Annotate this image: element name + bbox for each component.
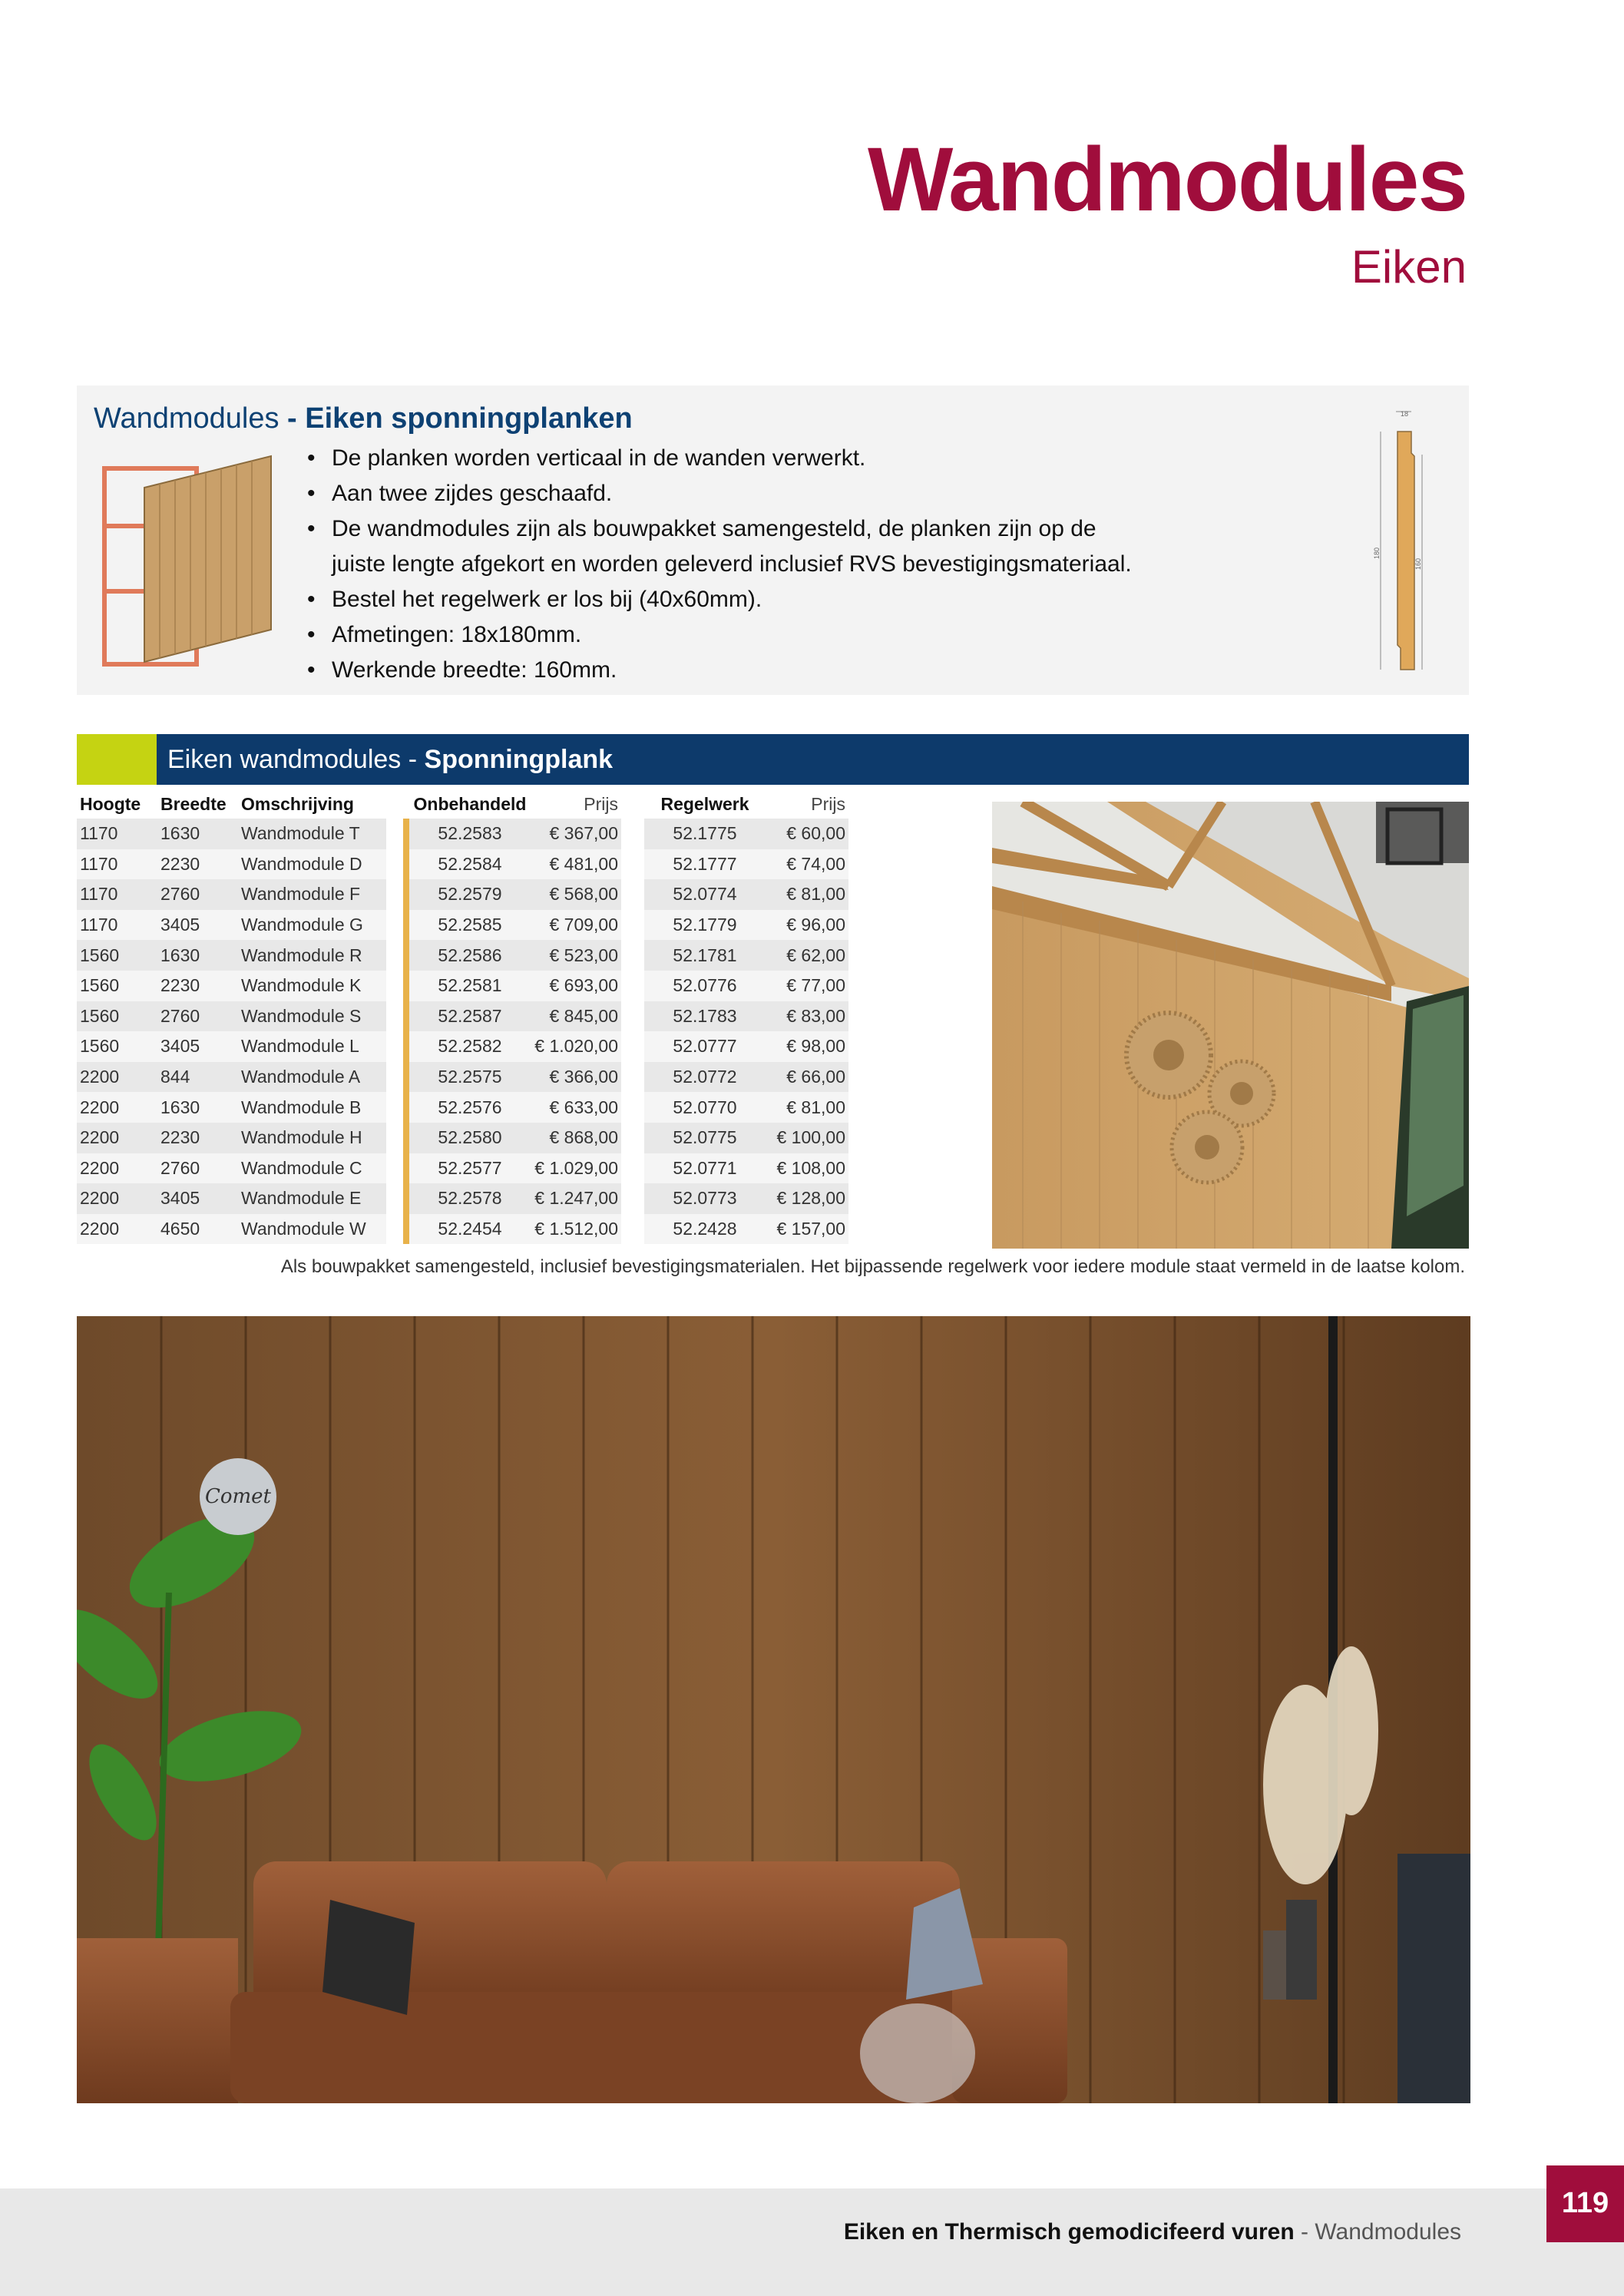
table-cell: 2230: [157, 849, 238, 880]
table-cell: € 481,00: [531, 849, 621, 880]
feature-list: [307, 441, 1138, 688]
table-cell: 2200: [77, 1183, 157, 1214]
info-box: [77, 385, 1469, 695]
table-cell: 52.0774: [644, 879, 766, 910]
col-header: Onbehandeld: [413, 793, 527, 814]
info-heading: [94, 402, 633, 435]
table-cell: € 83,00: [766, 1001, 848, 1032]
table-cell: 2200: [77, 1123, 157, 1153]
comet-sign-text: Comet: [204, 1485, 272, 1508]
table-cell: Wandmodule H: [238, 1123, 386, 1153]
table-cell: 52.0775: [644, 1123, 766, 1153]
table-cell: 52.2575: [409, 1062, 531, 1093]
table-cell: € 62,00: [766, 940, 848, 971]
table-cell: 1560: [77, 1001, 157, 1032]
col-header: Prijs: [811, 793, 845, 814]
table-cell: 52.2428: [644, 1214, 766, 1245]
table-cell: Wandmodule K: [238, 971, 386, 1001]
footer-bold: Eiken en Thermisch gemodicifeerd vuren: [843, 2219, 1295, 2245]
table-cell: 52.2579: [409, 879, 531, 910]
footer-light: - Wandmodules: [1294, 2219, 1461, 2245]
table-header-bar: [77, 734, 1469, 785]
list-item: • Werkende breedte: 160mm.: [307, 653, 1138, 688]
table-cell: 2200: [77, 1092, 157, 1123]
table-title-regular: Eiken wandmodules -: [167, 745, 425, 774]
table-cell: 52.1779: [644, 910, 766, 941]
interior-photo-small: [992, 802, 1469, 1249]
table-cell: Wandmodule W: [238, 1214, 386, 1245]
table-cell: 1560: [77, 971, 157, 1001]
table-cell: 52.1777: [644, 849, 766, 880]
table-row: [77, 1183, 848, 1214]
table-cell: € 66,00: [766, 1062, 848, 1093]
col-header: Regelwerk: [660, 793, 749, 814]
table-cell: 1170: [77, 849, 157, 880]
table-cell: € 1.020,00: [531, 1031, 621, 1062]
table-row: [77, 1062, 848, 1093]
list-item: • Bestel het regelwerk er los bij (40x60mm).: [307, 582, 1138, 617]
table-cell: 52.1775: [644, 819, 766, 849]
price-table: [77, 789, 848, 1244]
col-header: Breedte: [160, 793, 227, 814]
list-item: • De wandmodules zijn als bouwpakket samengesteld, de planken zijn op de juiste lengte afgekort en worden geleverd inclusief RVS bevestigingsmateriaal.: [307, 511, 1138, 582]
table-cell: € 523,00: [531, 940, 621, 971]
table-cell: 52.2583: [409, 819, 531, 849]
table-cell: 52.0772: [644, 1062, 766, 1093]
page-number: 119: [1561, 2187, 1609, 2219]
table-cell: € 74,00: [766, 849, 848, 880]
table-cell: € 845,00: [531, 1001, 621, 1032]
table-cell: 1560: [77, 1031, 157, 1062]
table-cell: 2230: [157, 1123, 238, 1153]
table-row: [77, 1153, 848, 1184]
table-cell: Wandmodule A: [238, 1062, 386, 1093]
profile-height-label: 180: [1373, 547, 1381, 559]
table-cell: Wandmodule S: [238, 1001, 386, 1032]
table-cell: € 81,00: [766, 1092, 848, 1123]
table-cell: 1170: [77, 879, 157, 910]
table-cell: 52.2580: [409, 1123, 531, 1153]
table-cell: € 709,00: [531, 910, 621, 941]
table-cell: € 568,00: [531, 879, 621, 910]
table-cell: Wandmodule E: [238, 1183, 386, 1214]
table-cell: € 77,00: [766, 971, 848, 1001]
table-cell: € 633,00: [531, 1092, 621, 1123]
table-cell: 3405: [157, 1183, 238, 1214]
table-cell: € 98,00: [766, 1031, 848, 1062]
table-row: [77, 910, 848, 941]
table-cell: Wandmodule L: [238, 1031, 386, 1062]
list-item: • Aan twee zijdes geschaafd.: [307, 476, 1138, 511]
list-item: • Afmetingen: 18x180mm.: [307, 617, 1138, 653]
table-cell: € 868,00: [531, 1123, 621, 1153]
table-cell: € 693,00: [531, 971, 621, 1001]
table-cell: Wandmodule B: [238, 1092, 386, 1123]
table-row: [77, 940, 848, 971]
table-cell: 52.2454: [409, 1214, 531, 1245]
info-heading-bold: - Eiken sponningplanken: [279, 402, 633, 435]
table-row: [77, 849, 848, 880]
table-cell: 52.2582: [409, 1031, 531, 1062]
table-cell: Wandmodule C: [238, 1153, 386, 1184]
list-item: • De planken worden verticaal in de wanden verwerkt.: [307, 441, 1138, 476]
table-cell: € 366,00: [531, 1062, 621, 1093]
table-cell: € 108,00: [766, 1153, 848, 1184]
table-title: [167, 745, 613, 775]
table-cell: 1630: [157, 1092, 238, 1123]
table-cell: 4650: [157, 1214, 238, 1245]
table-row: [77, 1001, 848, 1032]
table-cell: 52.2586: [409, 940, 531, 971]
table-cell: 1560: [77, 940, 157, 971]
table-cell: € 1.512,00: [531, 1214, 621, 1245]
table-cell: 52.2587: [409, 1001, 531, 1032]
table-cell: 2760: [157, 879, 238, 910]
table-row: [77, 1214, 848, 1245]
table-row: [77, 971, 848, 1001]
profile-thickness-label: 18: [1401, 410, 1409, 418]
table-cell: Wandmodule R: [238, 940, 386, 971]
profile-working-label: 160: [1414, 557, 1422, 570]
table-cell: Wandmodule D: [238, 849, 386, 880]
table-row: [77, 1092, 848, 1123]
table-cell: 2760: [157, 1153, 238, 1184]
table-cell: € 1.029,00: [531, 1153, 621, 1184]
table-cell: 1170: [77, 819, 157, 849]
table-cell: € 157,00: [766, 1214, 848, 1245]
plank-profile-drawing: [1367, 409, 1444, 681]
table-cell: € 96,00: [766, 910, 848, 941]
table-cell: € 1.247,00: [531, 1183, 621, 1214]
table-cell: 3405: [157, 910, 238, 941]
table-cell: 52.0770: [644, 1092, 766, 1123]
table-cell: 52.2577: [409, 1153, 531, 1184]
table-cell: 2760: [157, 1001, 238, 1032]
table-cell: € 128,00: [766, 1183, 848, 1214]
table-cell: 52.0777: [644, 1031, 766, 1062]
info-heading-regular: Wandmodules: [94, 402, 279, 435]
table-cell: 52.2578: [409, 1183, 531, 1214]
table-cell: 2200: [77, 1062, 157, 1093]
page-subtitle: Eiken: [1351, 241, 1467, 293]
table-cell: Wandmodule F: [238, 879, 386, 910]
table-cell: 52.1783: [644, 1001, 766, 1032]
table-cell: 1170: [77, 910, 157, 941]
table-title-bold: Sponningplank: [424, 745, 614, 774]
col-header: Omschrijving: [241, 793, 354, 814]
table-cell: Wandmodule T: [238, 819, 386, 849]
table-cell: 52.0773: [644, 1183, 766, 1214]
table-row: [77, 879, 848, 910]
table-row: [77, 1031, 848, 1062]
footer-section-label: [844, 2219, 1461, 2245]
living-room-photo: [77, 1316, 1470, 2103]
table-cell: € 367,00: [531, 819, 621, 849]
table-cell: 844: [157, 1062, 238, 1093]
header-accent: [77, 734, 157, 785]
table-cell: 52.0776: [644, 971, 766, 1001]
table-cell: 52.2581: [409, 971, 531, 1001]
wall-module-illustration: [98, 453, 283, 672]
table-cell: 2230: [157, 971, 238, 1001]
col-header: Prijs: [584, 793, 618, 814]
table-cell: 52.1781: [644, 940, 766, 971]
table-cell: 52.2576: [409, 1092, 531, 1123]
table-cell: Wandmodule G: [238, 910, 386, 941]
table-cell: 2200: [77, 1214, 157, 1245]
table-row: [77, 819, 848, 849]
table-cell: 52.2584: [409, 849, 531, 880]
table-footnote: Als bouwpakket samengesteld, inclusief bevestigingsmaterialen. Het bijpassende regelwerk voor iedere module staat vermeld in de laatse kolom.: [280, 1256, 1465, 1277]
table-cell: € 60,00: [766, 819, 848, 849]
col-header: Hoogte: [80, 793, 141, 814]
table-cell: € 81,00: [766, 879, 848, 910]
table-row: [77, 1123, 848, 1153]
table-cell: 1630: [157, 940, 238, 971]
table-cell: 2200: [77, 1153, 157, 1184]
table-cell: 52.2585: [409, 910, 531, 941]
table-cell: 52.0771: [644, 1153, 766, 1184]
table-cell: 3405: [157, 1031, 238, 1062]
page-title: Wandmodules: [868, 129, 1467, 230]
page-number-box: [1546, 2165, 1624, 2242]
table-cell: 1630: [157, 819, 238, 849]
table-cell: € 100,00: [766, 1123, 848, 1153]
